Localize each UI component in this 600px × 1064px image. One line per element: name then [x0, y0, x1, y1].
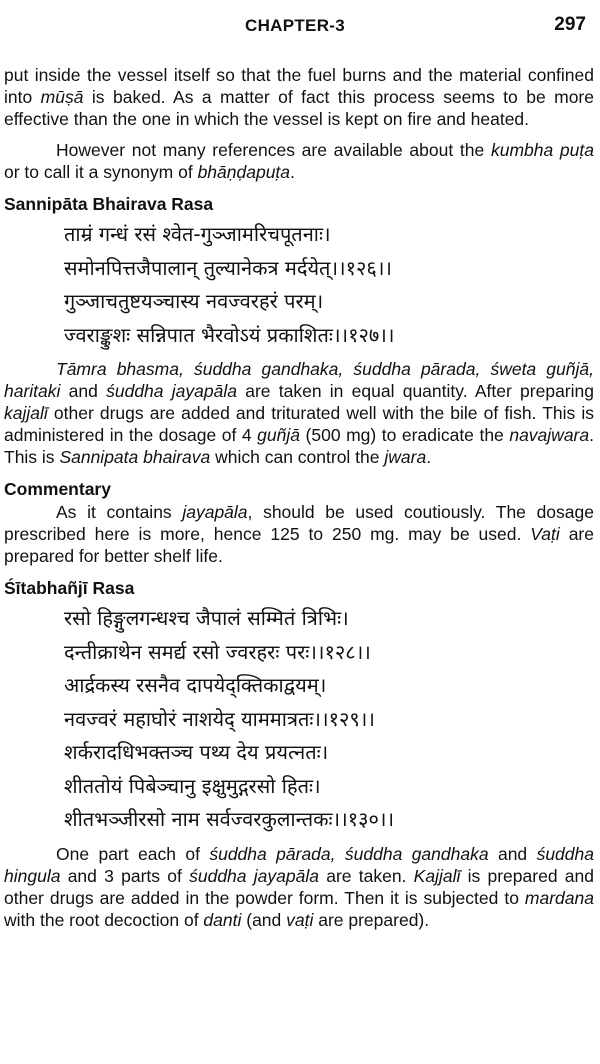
verse-line: शीततोयं पिबेञ्चानु इक्षुमुद्गरसो हितः।	[64, 773, 321, 798]
page-header	[0, 16, 600, 40]
text-run: is prepared and other drugs are added in the powder form. Then it is subjected to	[4, 865, 594, 908]
italic-term: mardana	[524, 887, 594, 908]
text-run: which can control the	[210, 447, 385, 467]
italic-term: guñjā	[257, 425, 300, 445]
text-run: However not many references are available about the	[56, 140, 491, 160]
page-number: 297	[554, 14, 586, 35]
italic-term: śuddha jayapāla	[106, 381, 237, 401]
sanskrit-verse-block-2	[4, 602, 594, 837]
text-run: and 3 parts of	[60, 865, 190, 886]
italic-term: śuddha jayapāla	[189, 865, 319, 886]
verse-line: ताम्रं गन्धं रसं श्वेत-गुञ्जामरिचपूतनाः।	[64, 222, 331, 246]
italic-term: Vaṭi	[530, 524, 560, 544]
italic-term: jayapāla	[182, 502, 248, 522]
text-run: , should be used coutiously. The dosage prescribed here is more, hence 125 to 250 mg. may be used.	[4, 502, 594, 544]
text-run: . This is	[4, 425, 594, 467]
text-run: .	[290, 162, 295, 182]
italic-term: vaṭi	[286, 909, 314, 930]
verse-line: आर्द्रकस्य रसनैव दापयेद्क्तिकाद्वयम्।	[64, 673, 327, 697]
paragraph-4	[4, 501, 594, 567]
text-run: and	[60, 381, 107, 401]
italic-term: kumbha puṭa	[490, 140, 594, 160]
verse-line: रसो हिङ्गुलगन्धश्च जैपालं सम्मितं त्रिभिः।	[64, 606, 349, 630]
paragraph-5	[4, 843, 594, 931]
text-run: are taken in equal quantity. After preparing	[236, 381, 594, 401]
text-run: with the root decoction of	[4, 909, 204, 930]
verse-line: शीतभञ्जीरसो नाम सर्वज्वरकुलान्तकः।।१३०।।	[64, 807, 395, 831]
text-run: One part each of	[56, 843, 210, 864]
sanskrit-verse-block-1	[4, 218, 594, 352]
text-run: are prepared).	[313, 909, 430, 930]
page-content	[4, 64, 594, 931]
text-run: or to call it a synonym of	[4, 162, 198, 182]
italic-term: kajjalī	[4, 403, 48, 423]
paragraph-1	[4, 64, 594, 130]
section-heading-commentary: Commentary	[4, 479, 111, 499]
italic-term: Sannipata bhairava	[59, 447, 211, 467]
text-run: are prepared for better shelf life.	[4, 524, 594, 566]
text-run: are taken.	[318, 865, 414, 886]
italic-term: Kajjalī	[413, 865, 461, 886]
text-run: and	[488, 843, 537, 864]
section-heading-sitabhanji: Śītabhañjī Rasa	[4, 578, 135, 598]
italic-term: danti	[203, 909, 242, 930]
italic-term: mūṣā	[40, 87, 84, 107]
verse-line: नवज्वरं महाघोरं नाशयेद् याममात्रतः।।१२९।।	[64, 706, 375, 731]
text-run: put inside the vessel itself so that the fuel burns and the material confined into	[4, 65, 594, 107]
italic-term: jwara	[384, 447, 427, 467]
text-run: other drugs are added and triturated well with the bile of fish. This is administered in the dosage of 4	[4, 403, 594, 445]
verse-line: शर्करादधिभक्तञ्च पथ्य देय प्रयत्नतः।	[64, 740, 329, 764]
verse-line: ज्वराङ्कुशः सन्निपात भैरवोऽयं प्रकाशितः।।१२७।।	[64, 322, 395, 347]
text-run: (500 mg) to eradicate the	[299, 425, 510, 445]
paragraph-2	[4, 139, 594, 183]
section-heading-sannipata: Sannipāta Bhairava Rasa	[4, 194, 214, 214]
verse-line: समोनपित्तजैपालान् तुल्यानेकत्र मर्दयेत्।।१२६।।	[64, 255, 392, 280]
chapter-title: CHAPTER-3	[245, 16, 345, 35]
verse-line: गुञ्जाचतुष्टयञ्चास्य नवज्वरहरं परम्।	[64, 289, 324, 313]
italic-term: śuddha pārada, śuddha gandhaka	[209, 843, 489, 864]
text-run: (and	[241, 909, 287, 930]
italic-term: Tāmra bhasma, śuddha gandhaka, śuddha pārada, śweta guñjā, haritaki	[4, 359, 594, 401]
paragraph-3	[4, 358, 594, 468]
italic-term: śuddha hingula	[4, 843, 594, 886]
italic-term: navajwara	[509, 425, 590, 445]
italic-term: bhāṇḍapuṭa	[197, 162, 291, 182]
text-run: As it contains	[56, 502, 183, 522]
text-run: .	[426, 447, 432, 467]
verse-line: दन्तीक्राथेन समर्द्य रसो ज्वरहरः परः।।१२८।।	[64, 639, 371, 664]
text-run: is baked. As a matter of fact this process seems to be more effective than the one in which the vessel is kept on fire and heated.	[4, 87, 594, 129]
